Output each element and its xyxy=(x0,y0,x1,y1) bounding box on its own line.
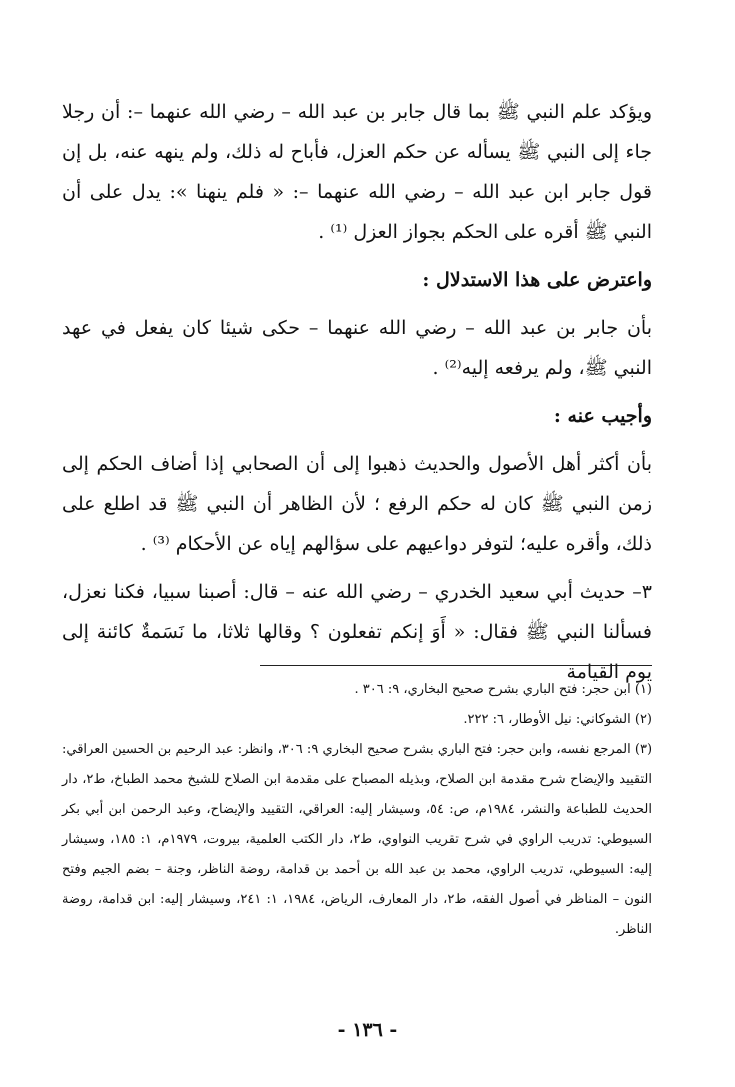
main-text xyxy=(62,92,652,692)
footnote-1: (١) ابن حجر: فتح الباري بشرح صحيح البخاري، ٩: ٣٠٦ . xyxy=(354,682,652,697)
page-number: - ١٣٦ - xyxy=(337,1019,398,1041)
paragraph-answer: بأن أكثر أهل الأصول والحديث ذهبوا إلى أن الصحابي إذا أضاف الحكم إلى زمن النبي ﷺ كان له حكم الرفع ؛ لأن الظاهر أن النبي ﷺ قد اطلع على ذلك، وأقره عليه؛ لتوفر دواعيهم على سؤالهم إياه عن الأحكام ⁽³⁾ . xyxy=(62,453,652,555)
footnote-3: (٣) المرجع نفسه، وابن حجر: فتح الباري بشرح صحيح البخاري ٩: ٣٠٦، وانظر: عبد الرحيم بن الحسين العراقي: التقييد والإيضاح شرح مقدمة ابن الصلاح، وبذيله المصباح على مقدمة ابن الصلاح للشيخ محمد الطباخ، ط٢، دار الحديث للطباعة والنشر، ١٩٨٤م، ص: ٥٤، وسيشار إليه: العراقي، التقييد والإيضاح، وعبد الرحمن ابن أبي بكر السيوطي: تدريب الراوي في شرح تقريب النواوي، ط٢، دار الكتب العلمية، بيروت، ١٩٧٩م، ١: ١٨٥، وسيشار إليه: السيوطي، تدريب الراوي، محمد بن عبد الله بن أحمد بن قدامة، روضة الناظر، وجنة – بضم الجيم وفتح النون – المناظر في أصول الفقه، ط٢، دار المعارف، الرياض، ١٩٨٤، ١: ٢٤١، وسيشار إليه: ابن قدامة، روضة الناظر. xyxy=(62,742,653,937)
footnotes xyxy=(62,675,652,945)
heading-answer: وأجيب عنه : xyxy=(553,405,652,427)
heading-objection: واعترض على هذا الاستدلال : xyxy=(422,269,652,291)
footnote-separator xyxy=(260,665,652,666)
paragraph-hadith-abu-saeed: ٣– حديث أبي سعيد الخدري – رضي الله عنه – قال: أصبنا سبيا، فكنا نعزل، فسألنا النبي ﷺ فقال: « أَوَ إنكم تفعلون ؟ وقالها ثلاثا، ما نَسَمةٌ كائنة إلى يوم القيامة xyxy=(62,581,652,683)
paragraph-confirmation: ويؤكد علم النبي ﷺ بما قال جابر بن عبد الله – رضي الله عنهما –: أن رجلا جاء إلى النبي ﷺ يسأله عن حكم العزل، فأباح له ذلك، ولم ينهه عنه، بل إن قول جابر ابن عبد الله – رضي الله عنهما –: « فلم ينهنا »: يدل على أن النبي ﷺ أقره على الحكم بجواز العزل ⁽¹⁾ . xyxy=(62,101,652,243)
footnote-2: (٢) الشوكاني: نيل الأوطار، ٦: ٢٢٢. xyxy=(463,712,652,727)
paragraph-objection: بأن جابر بن عبد الله – رضي الله عنهما – حكى شيئا كان يفعل في عهد النبي ﷺ، ولم يرفعه إليه⁽²⁾ . xyxy=(62,317,652,379)
